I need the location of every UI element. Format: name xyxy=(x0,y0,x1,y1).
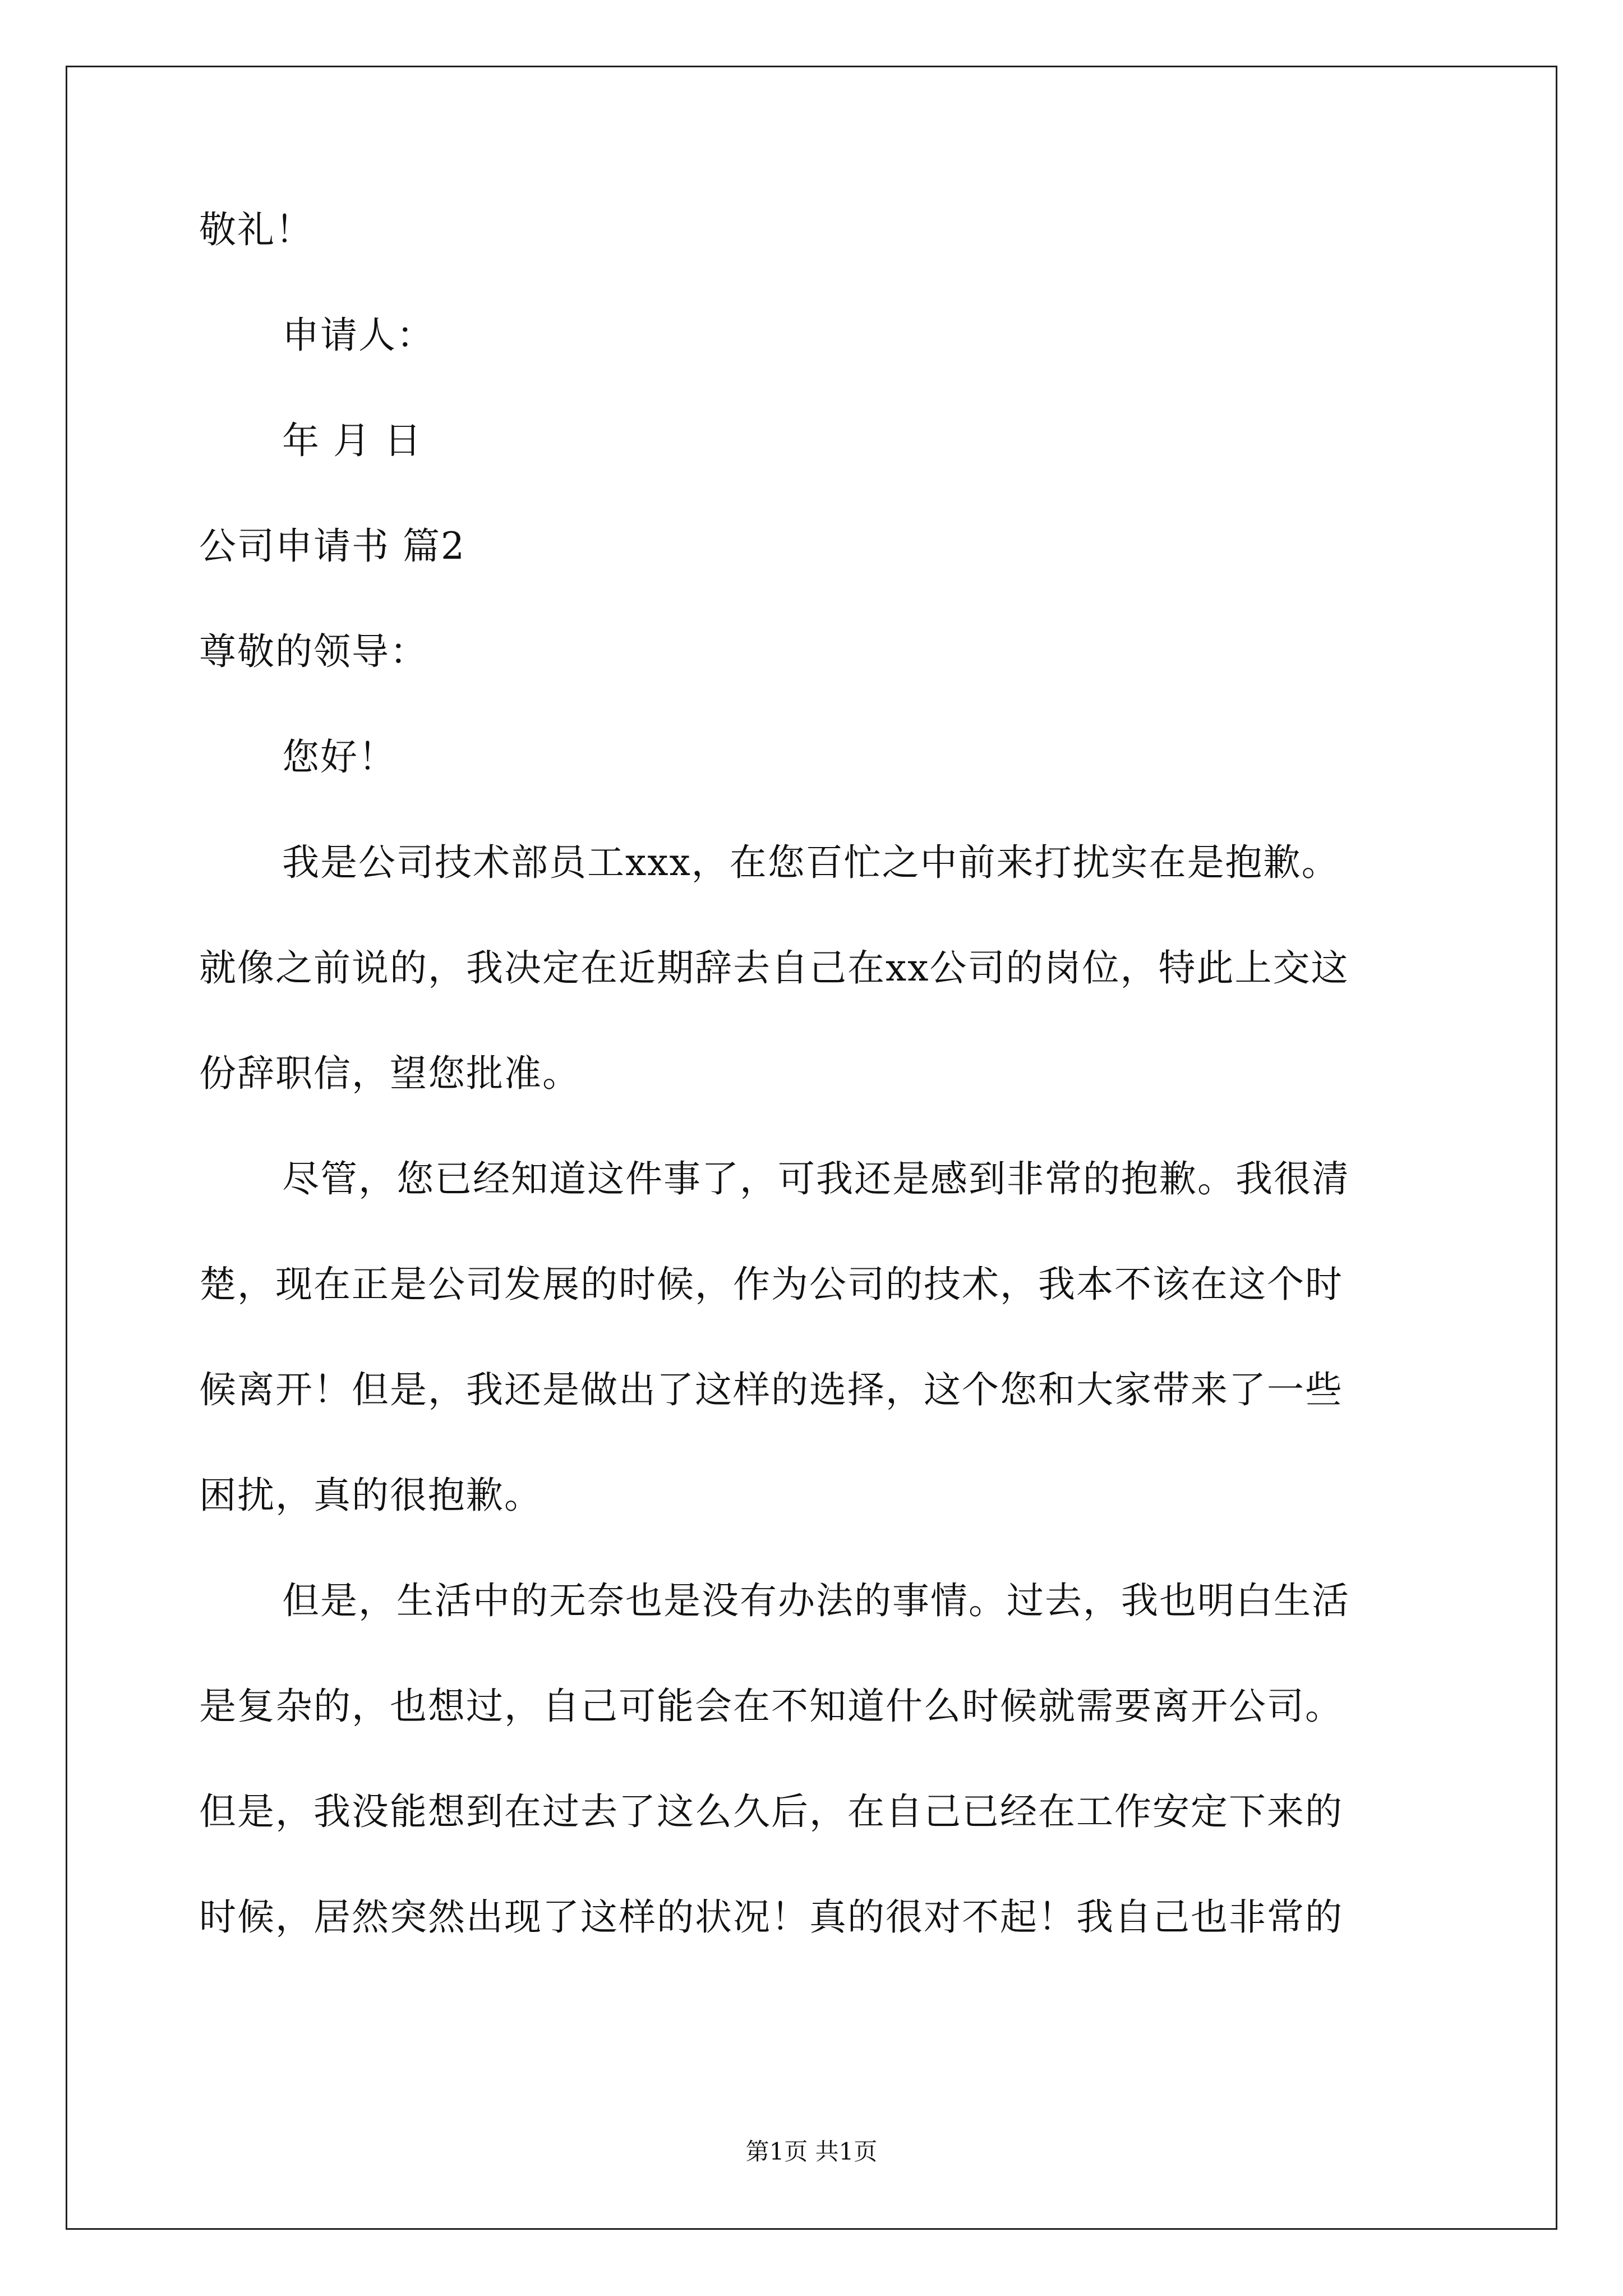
paragraph-line: 我是公司技术部员工xxx，在您百忙之中前来打扰实在是抱歉。 xyxy=(282,841,1340,884)
paragraph-line: 楚，现在正是公司发展的时候，作为公司的技术，我本不该在这个时 xyxy=(199,1263,1343,1306)
closing-salute: 敬礼！ xyxy=(199,208,313,251)
paragraph-line: 困扰，真的很抱歉。 xyxy=(199,1474,542,1517)
paragraph-line: 时候，居然突然出现了这样的状况！真的很对不起！我自己也非常的 xyxy=(199,1895,1343,1939)
paragraph-line: 但是，生活中的无奈也是没有办法的事情。过去，我也明白生活 xyxy=(282,1579,1350,1622)
section-heading: 公司申请书 篇2 xyxy=(199,524,465,568)
date-line: 年 月 日 xyxy=(282,419,422,462)
greeting: 您好！ xyxy=(282,735,396,779)
applicant-label: 申请人： xyxy=(282,314,435,357)
paragraph-line: 尽管，您已经知道这件事了，可我还是感到非常的抱歉。我很清 xyxy=(282,1157,1350,1200)
paragraph-line: 是复杂的，也想过，自己可能会在不知道什么时候就需要离开公司。 xyxy=(199,1685,1343,1728)
paragraph-line: 份辞职信，望您批准。 xyxy=(199,1052,580,1095)
salutation: 尊敬的领导： xyxy=(199,630,428,673)
paragraph-line: 就像之前说的，我决定在近期辞去自己在xx公司的岗位，特此上交这 xyxy=(199,946,1349,990)
paragraph-line: 候离开！但是，我还是做出了这样的选择，这个您和大家带来了一些 xyxy=(199,1368,1343,1411)
paragraph-line: 但是，我没能想到在过去了这么久后，在自己已经在工作安定下来的 xyxy=(199,1790,1343,1833)
page-number-footer: 第1页 共1页 xyxy=(745,2138,878,2165)
